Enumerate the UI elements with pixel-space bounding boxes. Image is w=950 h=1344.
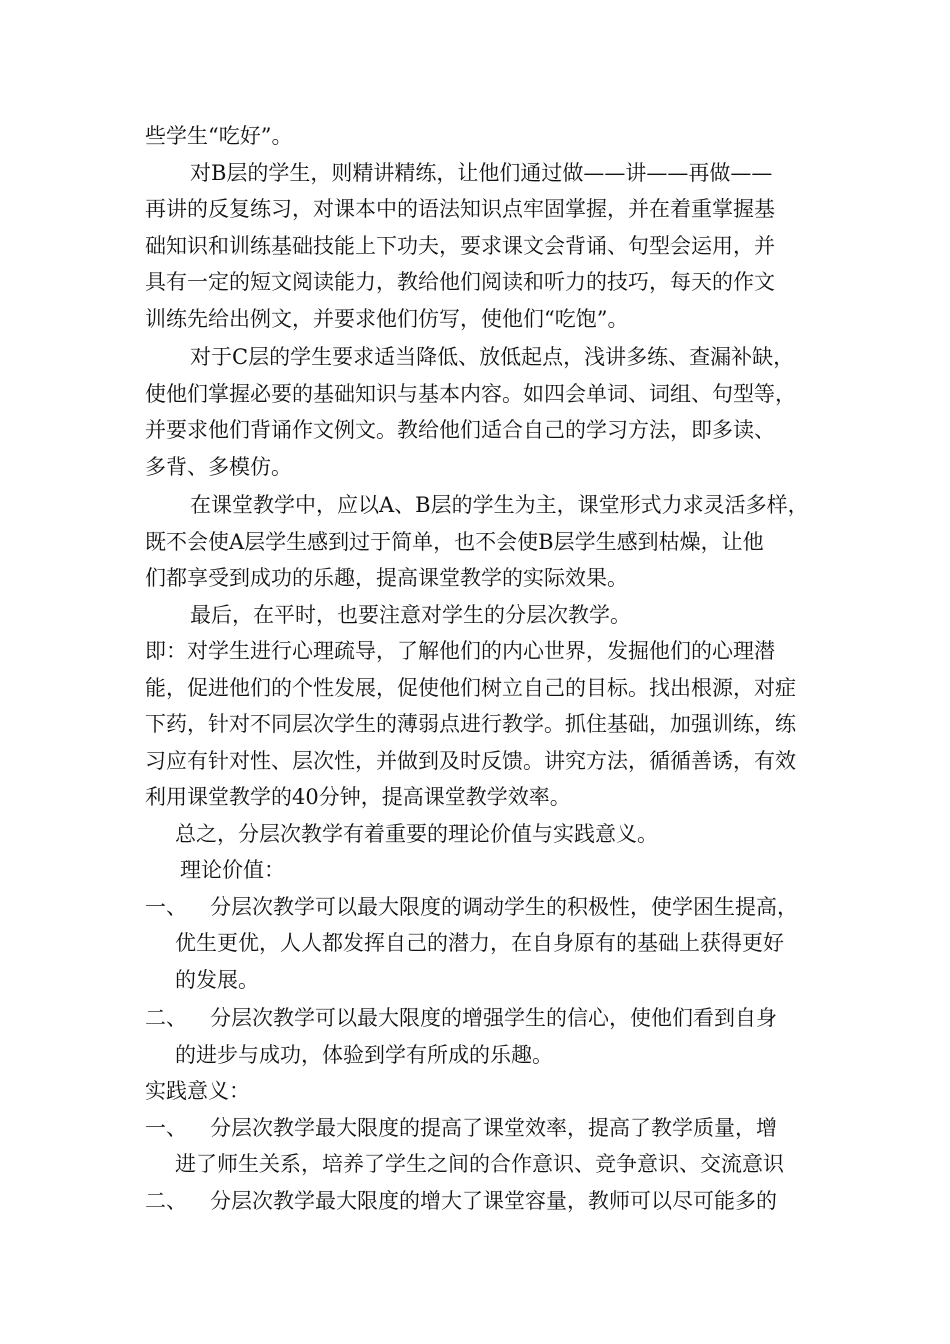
text-line: 并要求他们背诵作文例文。教给他们适合自己的学习方法，即多读、 [145,418,775,442]
paragraph-finally: 最后，在平时，也要注意对学生的分层次教学。 [190,602,631,627]
text-line: 利用课堂教学的40分钟，提高课堂教学效率。 [145,785,571,809]
text-line: 能，促进他们的个性发展，促使他们树立自己的目标。找出根源，对症 [145,675,796,700]
text-line: 们都享受到成功的乐趣，提高课堂教学的实际效果。 [145,566,628,590]
text-line: 再讲的反复练习，对课本中的语法知识点牢固掌握，并在着重掌握基 [145,197,775,221]
list-item-theory-1 [145,889,825,926]
paragraph-b-level: 对B层的学生，则精讲精练，让他们通过做——讲——再做—— [190,160,773,185]
text-line: 下药，针对不同层次学生的薄弱点进行教学。抓住基础，加强训练，练 [145,712,796,736]
text-line: 些学生“吃好”。 [145,124,293,148]
text-line: 习应有针对性、层次性，并做到及时反馈。讲究方法，循循善诱，有效 [145,748,796,773]
list-number: 一、 [145,1115,187,1140]
text-line: 既不会使A层学生感到过于简单，也不会使B层学生感到枯燥，让他 [145,529,764,554]
list-item-text: 分层次教学最大限度的提高了课堂效率，提高了教学质量，增 [210,1115,777,1140]
list-item-continuation: 的发展。 [175,967,259,992]
list-item-continuation: 进了师生关系，培养了学生之间的合作意识、竞争意识、交流意识 [175,1152,784,1176]
text-line: 多背、多模仿。 [145,454,292,479]
text-line: 使他们掌握必要的基础知识与基本内容。如四会单词、词组、句型等， [145,381,796,406]
list-number: 二、 [145,1006,187,1030]
heading-practice-meaning: 实践意义： [145,1079,250,1103]
list-item-text: 分层次教学可以最大限度的调动学生的积极性，使学困生提高， [210,894,798,919]
list-number: 一、 [145,894,187,919]
list-item-continuation: 优生更优，人人都发挥自己的潜力，在自身原有的基础上获得更好 [175,931,784,955]
text-line: 具有一定的短文阅读能力，教给他们阅读和听力的技巧，每天的作文 [145,270,775,294]
heading-theory-value: 理论价值： [180,858,285,882]
list-item-text: 分层次教学可以最大限度的增强学生的信心，使他们看到自身 [210,1006,777,1030]
text-line: 础知识和训练基础技能上下功夫，要求课文会背诵、句型会运用，并 [145,233,775,258]
list-item-practice-1 [145,1110,825,1147]
paragraph-classroom: 在课堂教学中，应以A、B层的学生为主，课堂形式力求灵活多样， [190,493,809,517]
list-item-continuation: 的进步与成功，体验到学有所成的乐趣。 [175,1042,553,1067]
paragraph-summary: 总之，分层次教学有着重要的理论价值与实践意义。 [175,821,658,846]
list-item-theory-2 [145,1000,825,1037]
list-item-text: 分层次教学最大限度的增大了课堂容量，教师可以尽可能多的 [210,1188,777,1213]
text-line: 训练先给出例文，并要求他们仿写，使他们“吃饱”。 [145,306,629,331]
list-item-practice-2 [145,1183,825,1220]
document-body [145,118,825,1219]
text-line: 即：对学生进行心理疏导，了解他们的内心世界，发掘他们的心理潜 [145,639,775,663]
list-number: 二、 [145,1188,187,1213]
paragraph-c-level: 对于C层的学生要求适当降低、放低起点，浅讲多练、查漏补缺， [190,345,795,369]
